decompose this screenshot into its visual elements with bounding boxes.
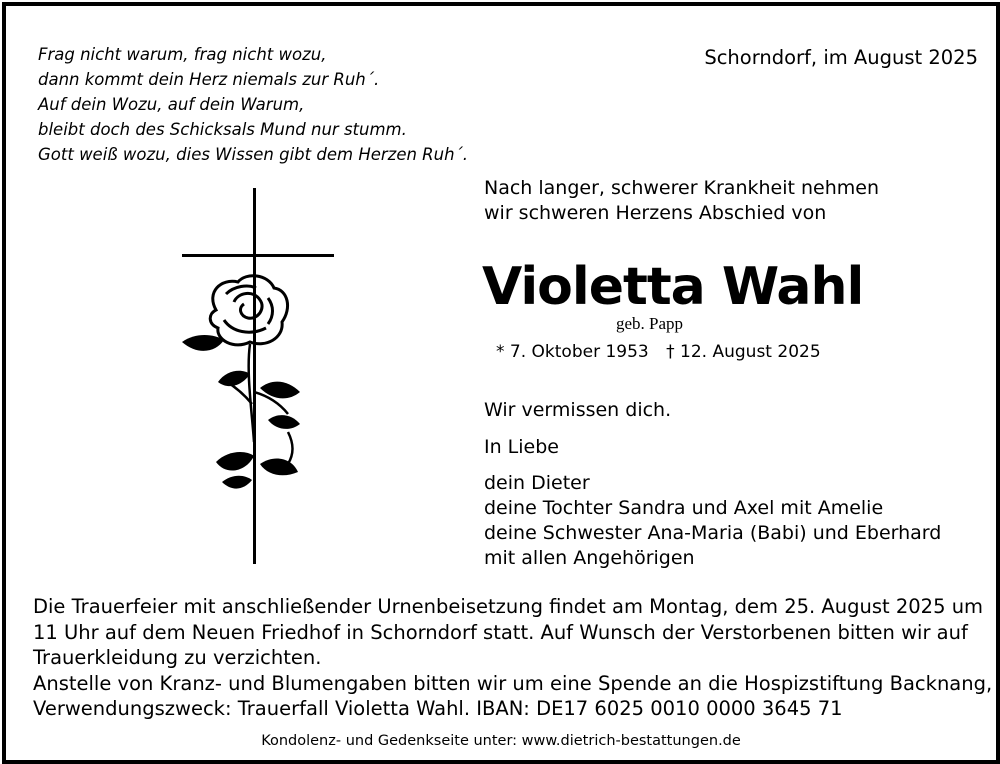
poem-line: dann kommt dein Herz niemals zur Ruh´. — [38, 70, 380, 89]
place-date: Schorndorf, im August 2025 — [704, 46, 978, 69]
notice-line: Die Trauerfeier mit anschließender Urnenbeisetzung findet am Montag, dem 25. August 2025 um — [33, 595, 984, 618]
notice-line: Verwendungszweck: Trauerfall Violetta Wahl. IBAN: DE17 6025 0010 0000 3645 71 — [33, 697, 843, 720]
life-dates — [496, 342, 821, 362]
intro-line: wir schweren Herzens Abschied von — [484, 202, 827, 224]
obituary-notice — [2, 2, 1000, 764]
closing: In Liebe — [484, 436, 559, 458]
intro-line: Nach langer, schwerer Krankheit nehmen — [484, 177, 880, 199]
poem-line: Gott weiß wozu, dies Wissen gibt dem Herzen Ruh´. — [38, 145, 469, 164]
service-notice — [33, 594, 992, 722]
mourner: dein Dieter — [484, 472, 590, 494]
notice-line: Anstelle von Kranz- und Blumengaben bitten wir um eine Spende an die Hospizstiftung Backnang, — [33, 671, 993, 695]
cross-with-rose-icon — [176, 182, 346, 572]
poem-line: Frag nicht warum, frag nicht wozu, — [38, 45, 327, 64]
birth-name: geb. Papp — [616, 314, 684, 333]
message: Wir vermissen dich. — [484, 399, 672, 421]
poem-line: Auf dein Wozu, auf dein Warum, — [38, 95, 305, 114]
mourner: deine Schwester Ana-Maria (Babi) und Eberhard — [484, 522, 942, 544]
notice-line: 11 Uhr auf dem Neuen Friedhof in Schorndorf statt. Auf Wunsch der Verstorbenen bitten wir auf — [33, 620, 968, 644]
mourner: deine Tochter Sandra und Axel mit Amelie — [484, 497, 884, 519]
intro-text — [484, 176, 879, 226]
birth-date: * 7. Oktober 1953 — [496, 342, 649, 362]
deceased-name: Violetta Wahl — [482, 257, 864, 317]
death-date: † 12. August 2025 — [666, 342, 821, 362]
notice-line: Trauerkleidung zu verzichten. — [33, 646, 322, 669]
poem-line: bleibt doch des Schicksals Mund nur stumm. — [38, 120, 407, 139]
poem — [38, 42, 468, 167]
mourner: mit allen Angehörigen — [484, 547, 695, 569]
mourners-list — [484, 471, 941, 571]
condolence-footer: Kondolenz- und Gedenkseite unter: www.dietrich-bestattungen.de — [261, 733, 741, 749]
